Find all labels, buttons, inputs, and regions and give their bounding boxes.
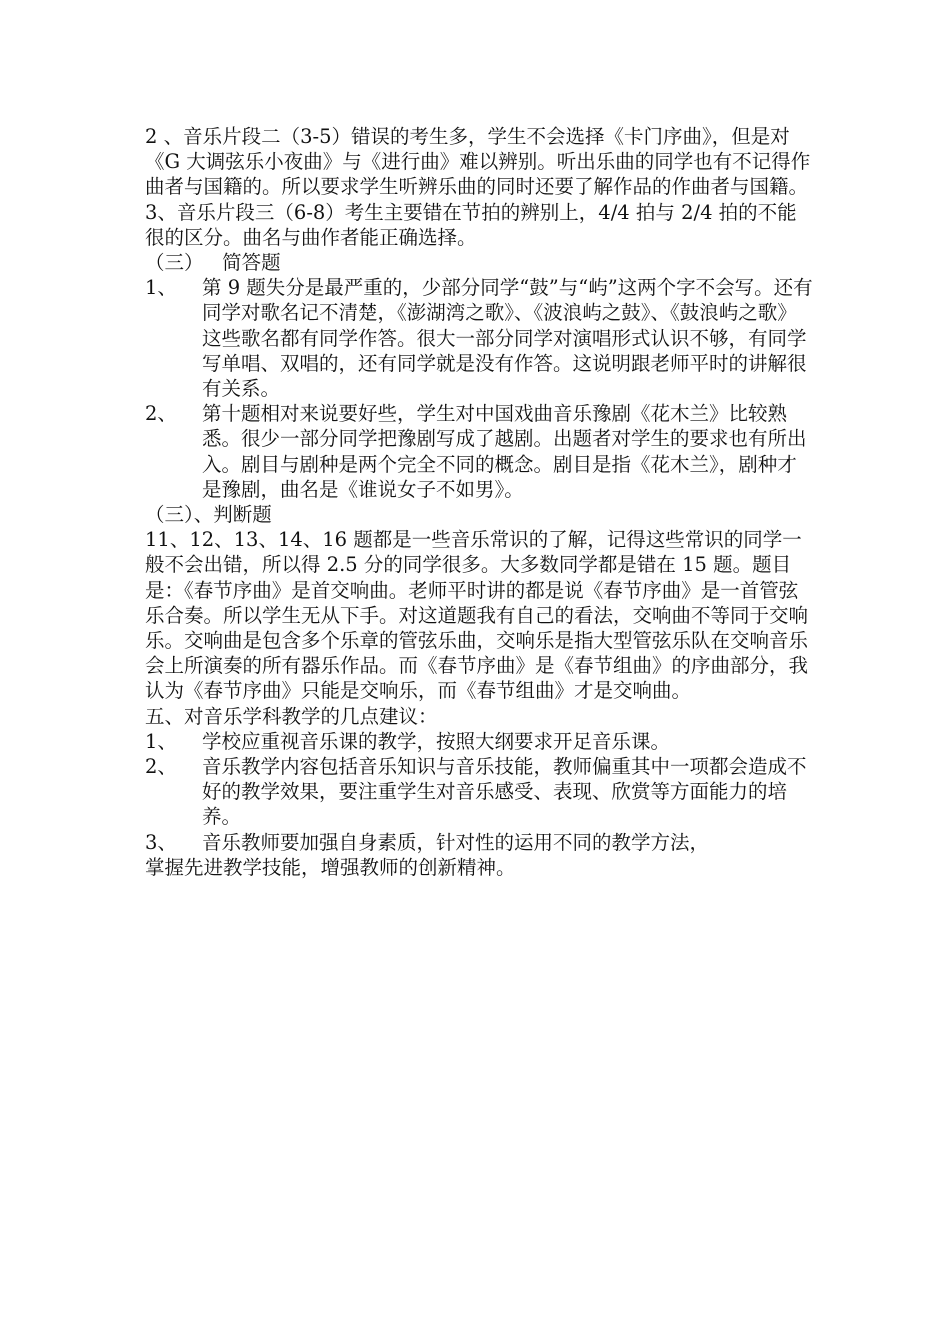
analysis-paragraph-3: 3、音乐片段三（6-8）考生主要错在节拍的辨别上，4/4 拍与 2/4 拍的不能很的区分。曲名与曲作者能正确选择。 [145, 200, 797, 249]
list-number: 1、 [145, 276, 177, 300]
list-number: 2、 [145, 402, 177, 426]
list-number: 2、 [145, 755, 177, 779]
list-number: 1、 [145, 729, 177, 753]
suggestions-heading: 五、对音乐学科教学的几点建议： [145, 704, 438, 728]
analysis-paragraph-2: 2 、音乐片段二（3-5）错误的考生多，学生不会选择《卡门序曲》，但是对《G 大调弦乐小夜曲》与《进行曲》难以辨别。听出乐曲的同学也有不记得作曲者与国籍的。所以要求学生听辨乐曲的同时还要了解作品的作曲者与国籍。 [145, 125, 811, 199]
list-item-text: 音乐教师要加强自身素质，针对性的运用不同的教学方法， [202, 830, 710, 854]
list-item-text: 音乐教学内容包括音乐知识与音乐技能，教师偏重其中一项都会造成不好的教学效果，要注重学生对音乐感受、表现、欣赏等方面能力的培养。 [202, 755, 807, 829]
short-answer-heading: （三） 简答题 [145, 251, 281, 275]
true-false-heading: （三）、判断题 [145, 503, 272, 527]
list-item-text: 第十题相对来说要好些，学生对中国戏曲音乐豫剧《花木兰》比较熟悉。很少一部分同学把豫剧写成了越剧。出题者对学生的要求也有所出入。剧目与剧种是两个完全不同的概念。剧目是指《花木兰》，剧种才是豫剧，曲名是《谁说女子不如男》。 [202, 402, 807, 501]
true-false-paragraph: 11、12、13、14、16 题都是一些音乐常识的了解，记得这些常识的同学一般不会出错，所以得 2.5 分的同学很多。大多数同学都是错在 15 题。题目是：《春节序曲》是首交响曲。老师平时讲的都是说《春节序曲》是一首管弦乐合奏。所以学生无从下手。对这道题我有自己的看法，交响曲不等同于交响乐。交响曲是包含多个乐章的管弦乐曲，交响乐是指大型管弦乐队在交响音乐会上所演奏的所有器乐作品。而《春节序曲》是《春节组曲》的序曲部分，我认为《春节序曲》只能是交响乐，而《春节组曲》才是交响曲。 [145, 528, 809, 703]
list-number: 3、 [145, 830, 177, 854]
suggestion-item-3-continuation: 掌握先进教学技能，增强教师的创新精神。 [145, 855, 516, 879]
list-item-text: 学校应重视音乐课的教学，按照大纲要求开足音乐课。 [202, 729, 671, 753]
suggestion-item-2 [145, 754, 815, 830]
short-answer-item-2 [145, 401, 815, 502]
short-answer-item-1 [145, 275, 815, 401]
list-item-text: 第 9 题失分是最严重的，少部分同学“鼓”与“屿”这两个字不会写。还有同学对歌名记不清楚，《澎湖湾之歌》、《波浪屿之鼓》、《鼓浪屿之歌》这些歌名都有同学作答。很大一部分同学对演唱形式认识不够，有同学写单唱、双唱的，还有同学就是没有作答。这说明跟老师平时的讲解很有关系。 [202, 276, 813, 401]
document-page [145, 124, 815, 880]
suggestion-item-1 [145, 729, 815, 754]
suggestion-item-3 [145, 830, 815, 855]
